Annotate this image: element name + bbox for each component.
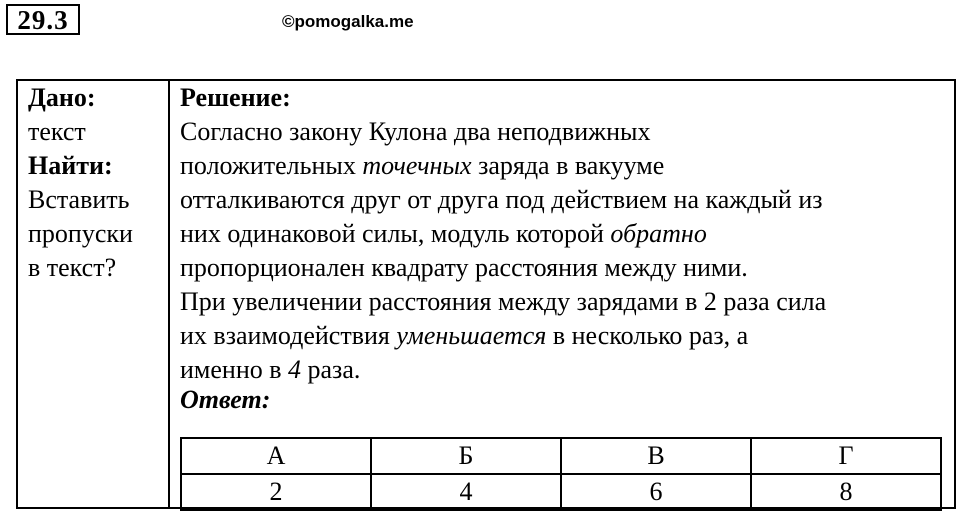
find-line: Вставить xyxy=(28,185,130,214)
given-heading: Дано: xyxy=(28,83,96,112)
solution-line: Согласно закону Кулона два неподвижных xyxy=(180,117,651,146)
solution-column xyxy=(180,81,950,413)
solution-line: их взаимодействия уменьшается в несколько раз, а xyxy=(180,321,749,350)
column-divider xyxy=(168,81,170,507)
answer-value-cell: 6 xyxy=(561,474,751,510)
find-line: пропуски xyxy=(28,219,133,248)
answer-value-row xyxy=(181,474,941,510)
answer-label: Ответ: xyxy=(180,385,271,414)
given-column xyxy=(28,81,166,285)
solution-line: положительных точечных заряда в вакууме xyxy=(180,151,665,180)
watermark: ©pomogalka.me xyxy=(282,12,414,31)
solution-heading: Решение: xyxy=(180,83,291,112)
answer-header-cell: В xyxy=(561,438,751,474)
task-number: 29.3 xyxy=(6,4,80,35)
answer-header-cell: Б xyxy=(371,438,561,474)
answer-value-cell: 4 xyxy=(371,474,561,510)
solution-table xyxy=(16,79,956,509)
given-text: текст xyxy=(28,117,86,146)
answer-value-cell: 2 xyxy=(181,474,371,510)
solution-line: отталкиваются друг от друга под действием на каждый из xyxy=(180,185,823,214)
solution-line: них одинаковой силы, модуль которой обратно xyxy=(180,219,707,248)
solution-line: именно в 4 раза. xyxy=(180,355,361,384)
find-line: в текст? xyxy=(28,253,117,282)
answer-header-cell: А xyxy=(181,438,371,474)
find-heading: Найти: xyxy=(28,151,113,180)
answer-table xyxy=(180,437,942,511)
answer-value-cell: 8 xyxy=(751,474,941,510)
answer-header-row xyxy=(181,438,941,474)
solution-line: пропорционален квадрату расстояния между ними. xyxy=(180,253,748,282)
solution-line: При увеличении расстояния между зарядами в 2 раза сила xyxy=(180,287,827,316)
answer-header-cell: Г xyxy=(751,438,941,474)
